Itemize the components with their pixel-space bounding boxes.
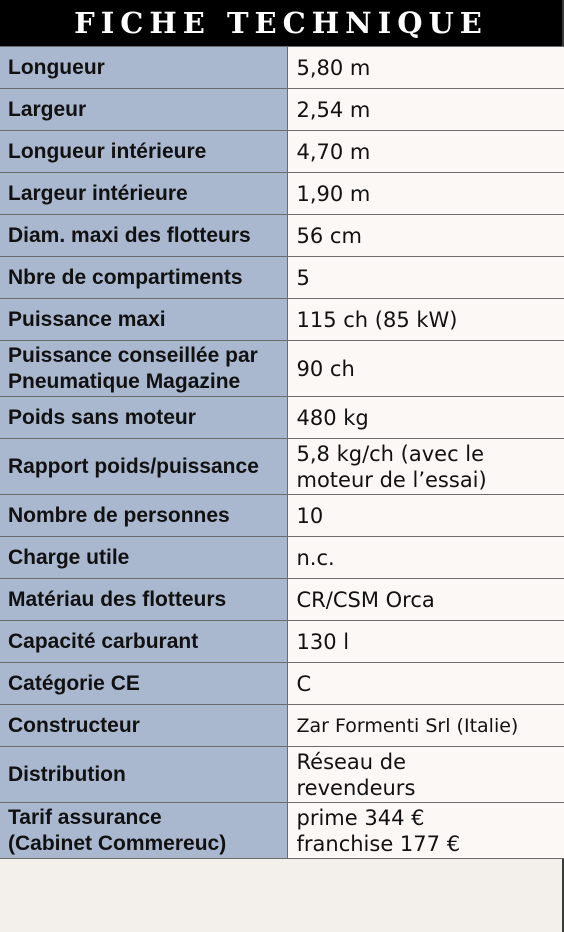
row-label: Nombre de personnes — [0, 495, 287, 537]
table-row — [0, 747, 564, 803]
row-value: 5 — [287, 257, 564, 299]
row-label: Charge utile — [0, 537, 287, 579]
row-label: Nbre de compartiments — [0, 257, 287, 299]
row-value: 56 cm — [287, 215, 564, 257]
row-label: Puissance conseillée par Pneumatique Magazine — [0, 341, 287, 397]
table-row — [0, 89, 564, 131]
row-value: 115 ch (85 kW) — [287, 299, 564, 341]
row-label: Capacité carburant — [0, 621, 287, 663]
row-label: Puissance maxi — [0, 299, 287, 341]
table-row — [0, 621, 564, 663]
table-row — [0, 397, 564, 439]
row-label: Largeur intérieure — [0, 173, 287, 215]
row-label: Rapport poids/puissance — [0, 439, 287, 495]
row-label: Largeur — [0, 89, 287, 131]
row-label: Catégorie CE — [0, 663, 287, 705]
table-row — [0, 131, 564, 173]
row-label: Distribution — [0, 747, 287, 803]
row-value: 2,54 m — [287, 89, 564, 131]
row-value: prime 344 € franchise 177 € — [287, 803, 564, 859]
row-value: 5,8 kg/ch (avec le moteur de l’essai) — [287, 439, 564, 495]
row-label: Matériau des flotteurs — [0, 579, 287, 621]
row-value: 5,80 m — [287, 47, 564, 89]
table-row — [0, 439, 564, 495]
row-label: Poids sans moteur — [0, 397, 287, 439]
table-row — [0, 47, 564, 89]
row-label: Longueur — [0, 47, 287, 89]
row-value: 130 l — [287, 621, 564, 663]
row-value: 90 ch — [287, 341, 564, 397]
table-row — [0, 215, 564, 257]
row-label: Longueur intérieure — [0, 131, 287, 173]
table-row — [0, 803, 564, 859]
row-value: CR/CSM Orca — [287, 579, 564, 621]
table-row — [0, 341, 564, 397]
row-label: Constructeur — [0, 705, 287, 747]
row-label: Tarif assurance (Cabinet Commereuc) — [0, 803, 287, 859]
row-value: C — [287, 663, 564, 705]
spec-table — [0, 46, 564, 859]
row-value: 1,90 m — [287, 173, 564, 215]
row-value: n.c. — [287, 537, 564, 579]
table-row — [0, 173, 564, 215]
sheet-title: FICHE TECHNIQUE — [0, 0, 562, 46]
table-row — [0, 537, 564, 579]
table-row — [0, 663, 564, 705]
row-value: 480 kg — [287, 397, 564, 439]
table-row — [0, 495, 564, 537]
table-row — [0, 257, 564, 299]
row-value: 10 — [287, 495, 564, 537]
table-row — [0, 705, 564, 747]
row-value: Réseau de revendeurs — [287, 747, 564, 803]
table-row — [0, 299, 564, 341]
table-row — [0, 579, 564, 621]
row-value: Zar Formenti Srl (Italie) — [287, 705, 564, 747]
row-label: Diam. maxi des flotteurs — [0, 215, 287, 257]
row-value: 4,70 m — [287, 131, 564, 173]
